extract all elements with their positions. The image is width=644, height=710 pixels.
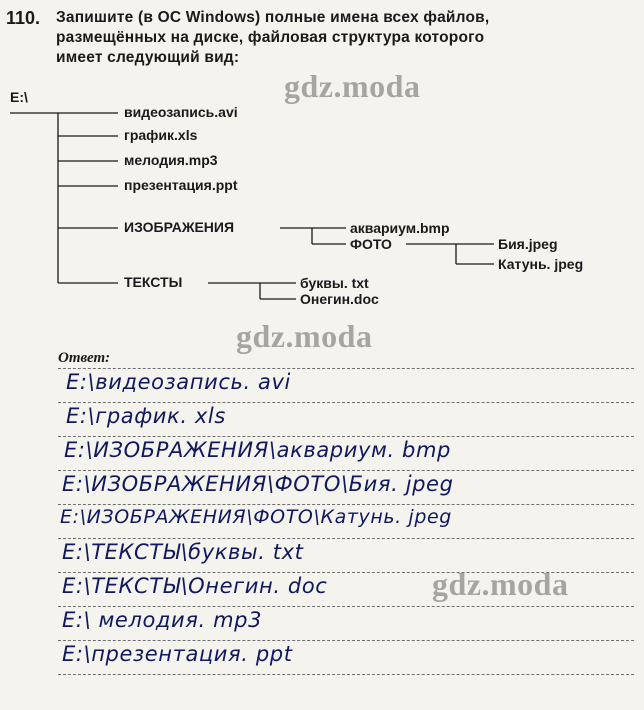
tree-folder-photo: ФОТО <box>350 236 392 252</box>
task-number: 110. <box>6 8 41 28</box>
watermark-middle: gdz.moda <box>236 318 373 354</box>
task-text-line-3: имеет следующий вид: <box>56 49 240 66</box>
answer-line-8: E:\ мелодия. mp3 <box>62 608 263 632</box>
tree-item-video: видеозапись.avi <box>124 104 238 120</box>
watermark-top: gdz.moda <box>284 68 421 104</box>
watermark-bottom: gdz.moda <box>432 566 569 602</box>
task-text-line-1: Запишите (в ОС Windows) полные имена всех файлов, <box>56 9 490 26</box>
answer-rule <box>58 572 634 573</box>
answer-rule <box>58 470 634 471</box>
answer-line-7: E:\ТЕКСТЫ\Онегин. doc <box>62 574 328 598</box>
answer-line-1: E:\видеозапись. avi <box>66 370 291 394</box>
tree-item-biya: Бия.jpeg <box>498 236 558 252</box>
answer-line-5: E:\ИЗОБРАЖЕНИЯ\ФОТО\Катунь. jpeg <box>60 506 452 528</box>
answer-rule <box>58 606 634 607</box>
answer-line-6: E:\ТЕКСТЫ\буквы. txt <box>62 540 304 564</box>
answer-rule <box>58 674 634 675</box>
tree-item-graph: график.xls <box>124 127 198 143</box>
tree-item-letters: буквы. txt <box>300 275 369 291</box>
answer-rule <box>58 368 634 369</box>
answer-rule <box>58 504 634 505</box>
tree-item-aquarium: аквариум.bmp <box>350 220 450 236</box>
tree-item-presentation: презентация.ppt <box>124 177 238 193</box>
answer-rule <box>58 402 634 403</box>
answer-line-2: E:\график. xls <box>66 404 226 428</box>
answer-rule <box>58 538 634 539</box>
answer-line-9: E:\презентация. ppt <box>62 642 293 666</box>
tree-folder-images: ИЗОБРАЖЕНИЯ <box>124 219 235 235</box>
answer-rule <box>58 640 634 641</box>
tree-root: E:\ <box>10 89 28 105</box>
tree-item-onegin: Онегин.doc <box>300 291 379 307</box>
tree-item-melody: мелодия.mp3 <box>124 152 218 168</box>
tree-folder-texts: ТЕКСТЫ <box>124 274 183 290</box>
answer-line-3: E:\ИЗОБРАЖЕНИЯ\аквариум. bmp <box>64 438 451 462</box>
task-text-line-2: размещённых на диске, файловая структура которого <box>56 29 485 46</box>
answer-label: Ответ: <box>58 350 111 366</box>
tree-item-katun: Катунь. jpeg <box>498 256 584 272</box>
answer-line-4: E:\ИЗОБРАЖЕНИЯ\ФОТО\Бия. jpeg <box>62 472 454 496</box>
answer-rule <box>58 436 634 437</box>
